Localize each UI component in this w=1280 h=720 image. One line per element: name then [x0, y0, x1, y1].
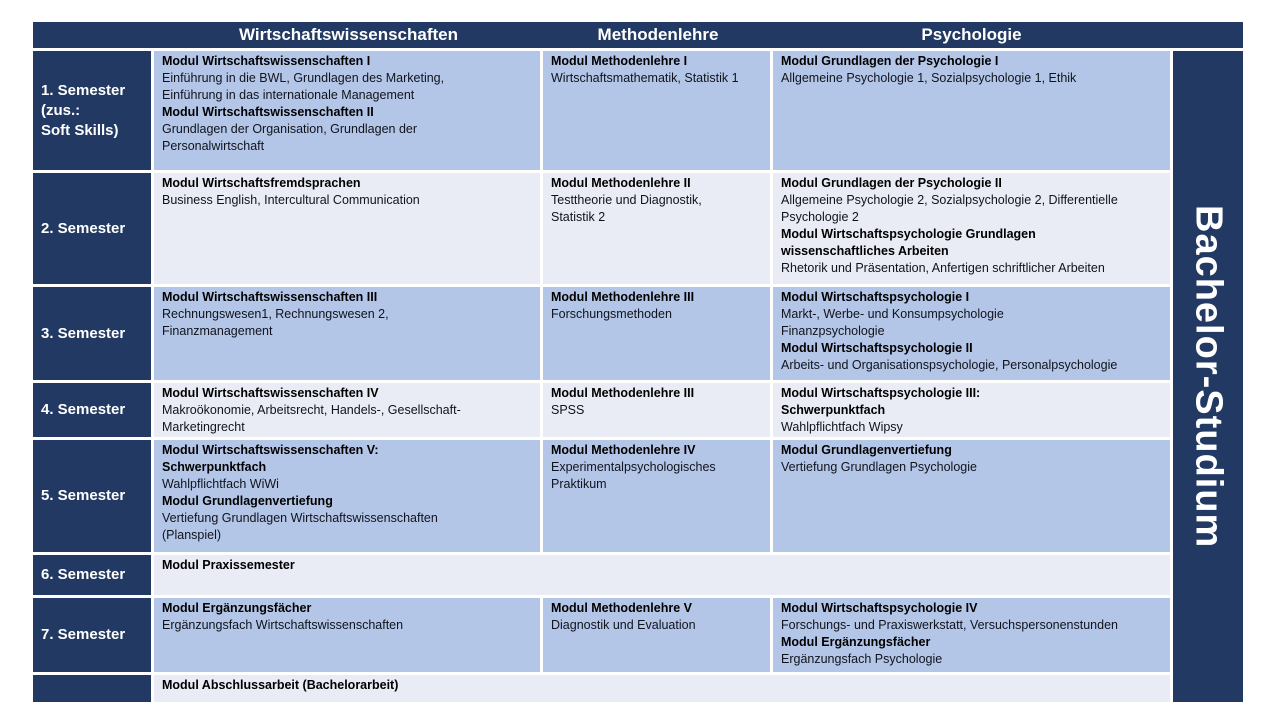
module-courses: Allgemeine Psychologie 1, Sozialpsychologie 1, Ethik [781, 71, 1077, 85]
module-courses: Wahlpflichtfach WiWi [162, 477, 279, 491]
module-title: Modul Wirtschaftswissenschaften III [162, 290, 378, 304]
semester-label [33, 555, 151, 595]
semester-label [33, 173, 151, 284]
semester-label [33, 51, 151, 170]
module-courses: Diagnostik und Evaluation [551, 618, 696, 632]
module-courses: Rechnungswesen1, Rechnungswesen 2, [162, 307, 389, 321]
cell-methodenlehre [543, 173, 770, 284]
cell-psychologie [773, 173, 1170, 284]
semester-label [33, 287, 151, 380]
cell-wirtschaftswissenschaften [154, 51, 540, 170]
module-courses: Experimentalpsychologisches [551, 460, 716, 474]
semester-label-empty [33, 675, 151, 702]
module-title: Modul Wirtschaftspsychologie II [781, 341, 973, 355]
semester-label-line: (zus.: [41, 101, 81, 119]
degree-sidebar-label: Bachelor-Studium [1187, 204, 1230, 549]
module-courses: Testtheorie und Diagnostik, [551, 193, 702, 207]
module-title: Modul Abschlussarbeit (Bachelorarbeit) [162, 678, 399, 692]
cell-psychologie [773, 598, 1170, 672]
module-title: wissenschaftliches Arbeiten [781, 244, 949, 258]
module-title: Modul Wirtschaftspsychologie III: [781, 386, 981, 400]
module-title: Modul Wirtschaftswissenschaften II [162, 105, 374, 119]
module-courses: Marketingrecht [162, 420, 245, 434]
module-title: Modul Methodenlehre III [551, 386, 695, 400]
module-courses: Einführung in das internationale Management [162, 88, 415, 102]
module-title: Modul Wirtschaftswissenschaften IV [162, 386, 379, 400]
semester-label-line: 1. Semester [41, 81, 126, 99]
module-title: Modul Wirtschaftspsychologie Grundlagen [781, 227, 1036, 241]
module-title: Modul Grundlagen der Psychologie I [781, 54, 999, 68]
module-title: Schwerpunktfach [781, 403, 886, 417]
module-courses: Wirtschaftsmathematik, Statistik 1 [551, 71, 739, 85]
semester-label-line: 4. Semester [41, 401, 126, 418]
cell-methodenlehre [543, 51, 770, 170]
module-title: Modul Wirtschaftspsychologie IV [781, 601, 978, 615]
semester-label-line: Soft Skills) [41, 121, 119, 139]
module-courses: Markt-, Werbe- und Konsumpsychologie [781, 307, 1004, 321]
semester-label [33, 440, 151, 552]
cell-methodenlehre [543, 383, 770, 437]
module-title: Modul Wirtschaftspsychologie I [781, 290, 970, 304]
module-title: Modul Ergänzungsfächer [781, 635, 931, 649]
cell-methodenlehre [543, 440, 770, 552]
cell-wirtschaftswissenschaften [154, 598, 540, 672]
module-title: Modul Grundlagenvertiefung [781, 443, 952, 457]
cell-psychologie [773, 51, 1170, 170]
cell-span-all-columns [154, 675, 1170, 702]
module-title: Modul Methodenlehre III [551, 290, 695, 304]
cell-methodenlehre [543, 598, 770, 672]
module-courses: Finanzpsychologie [781, 324, 885, 338]
module-courses: Grundlagen der Organisation, Grundlagen der [162, 122, 418, 136]
module-courses: Einführung in die BWL, Grundlagen des Marketing, [162, 71, 445, 85]
module-courses: Business English, Intercultural Communication [162, 193, 420, 207]
module-courses: Ergänzungsfach Wirtschaftswissenschaften [162, 618, 404, 632]
cell-psychologie [773, 440, 1170, 552]
column-header-psychologie: Psychologie [921, 25, 1022, 44]
semester-label-line: 5. Semester [41, 487, 126, 504]
module-courses: SPSS [551, 403, 585, 417]
module-courses: Arbeits- und Organisationspsychologie, Personalpsychologie [781, 358, 1118, 372]
module-title: Modul Wirtschaftswissenschaften V: [162, 443, 379, 457]
column-header-methodenlehre: Methodenlehre [597, 25, 719, 44]
semester-label-line: 6. Semester [41, 566, 126, 583]
degree-sidebar [1173, 51, 1243, 702]
semester-label-line: 7. Semester [41, 626, 126, 643]
module-title: Modul Wirtschaftswissenschaften I [162, 54, 371, 68]
semester-label-line: 3. Semester [41, 324, 126, 342]
module-courses: Allgemeine Psychologie 2, Sozialpsychologie 2, Differentielle [781, 193, 1118, 207]
module-courses: Vertiefung Grundlagen Wirtschaftswissenschaften [162, 511, 438, 525]
module-courses: Forschungsmethoden [551, 307, 672, 321]
module-title: Modul Methodenlehre V [551, 601, 692, 615]
module-title: Schwerpunktfach [162, 460, 267, 474]
cell-wirtschaftswissenschaften [154, 440, 540, 552]
module-courses: (Planspiel) [162, 528, 222, 542]
cell-wirtschaftswissenschaften [154, 287, 540, 380]
cell-wirtschaftswissenschaften [154, 383, 540, 437]
module-title: Modul Methodenlehre I [551, 54, 688, 68]
cell-wirtschaftswissenschaften [154, 173, 540, 284]
module-courses: Personalwirtschaft [162, 139, 265, 153]
table-header-row [33, 22, 1243, 48]
module-courses: Forschungs- und Praxiswerkstatt, Versuchspersonenstunden [781, 618, 1118, 632]
module-courses: Vertiefung Grundlagen Psychologie [781, 460, 977, 474]
semester-label [33, 598, 151, 672]
module-title: Modul Praxissemester [162, 558, 295, 572]
module-courses: Makroökonomie, Arbeitsrecht, Handels-, Gesellschaft- [162, 403, 461, 417]
module-title: Modul Wirtschaftsfremdsprachen [162, 176, 361, 190]
semester-label [33, 383, 151, 437]
module-title: Modul Ergänzungsfächer [162, 601, 312, 615]
cell-span-all-columns [154, 555, 1170, 595]
module-courses: Rhetorik und Präsentation, Anfertigen schriftlicher Arbeiten [781, 261, 1105, 275]
module-courses: Ergänzungsfach Psychologie [781, 652, 943, 666]
cell-psychologie [773, 383, 1170, 437]
module-courses: Finanzmanagement [162, 324, 273, 338]
semester-label-line: 2. Semester [41, 219, 126, 237]
module-title: Modul Methodenlehre IV [551, 443, 696, 457]
column-header-wirtschaftswissenschaften: Wirtschaftswissenschaften [238, 25, 459, 44]
module-title: Modul Grundlagenvertiefung [162, 494, 333, 508]
module-courses: Praktikum [551, 477, 607, 491]
module-courses: Psychologie 2 [781, 210, 859, 224]
module-courses: Wahlpflichtfach Wipsy [781, 420, 903, 434]
curriculum-table [33, 22, 1243, 702]
cell-methodenlehre [543, 287, 770, 380]
module-title: Modul Methodenlehre II [551, 176, 691, 190]
cell-psychologie [773, 287, 1170, 380]
module-courses: Statistik 2 [551, 210, 606, 224]
module-title: Modul Grundlagen der Psychologie II [781, 176, 1002, 190]
